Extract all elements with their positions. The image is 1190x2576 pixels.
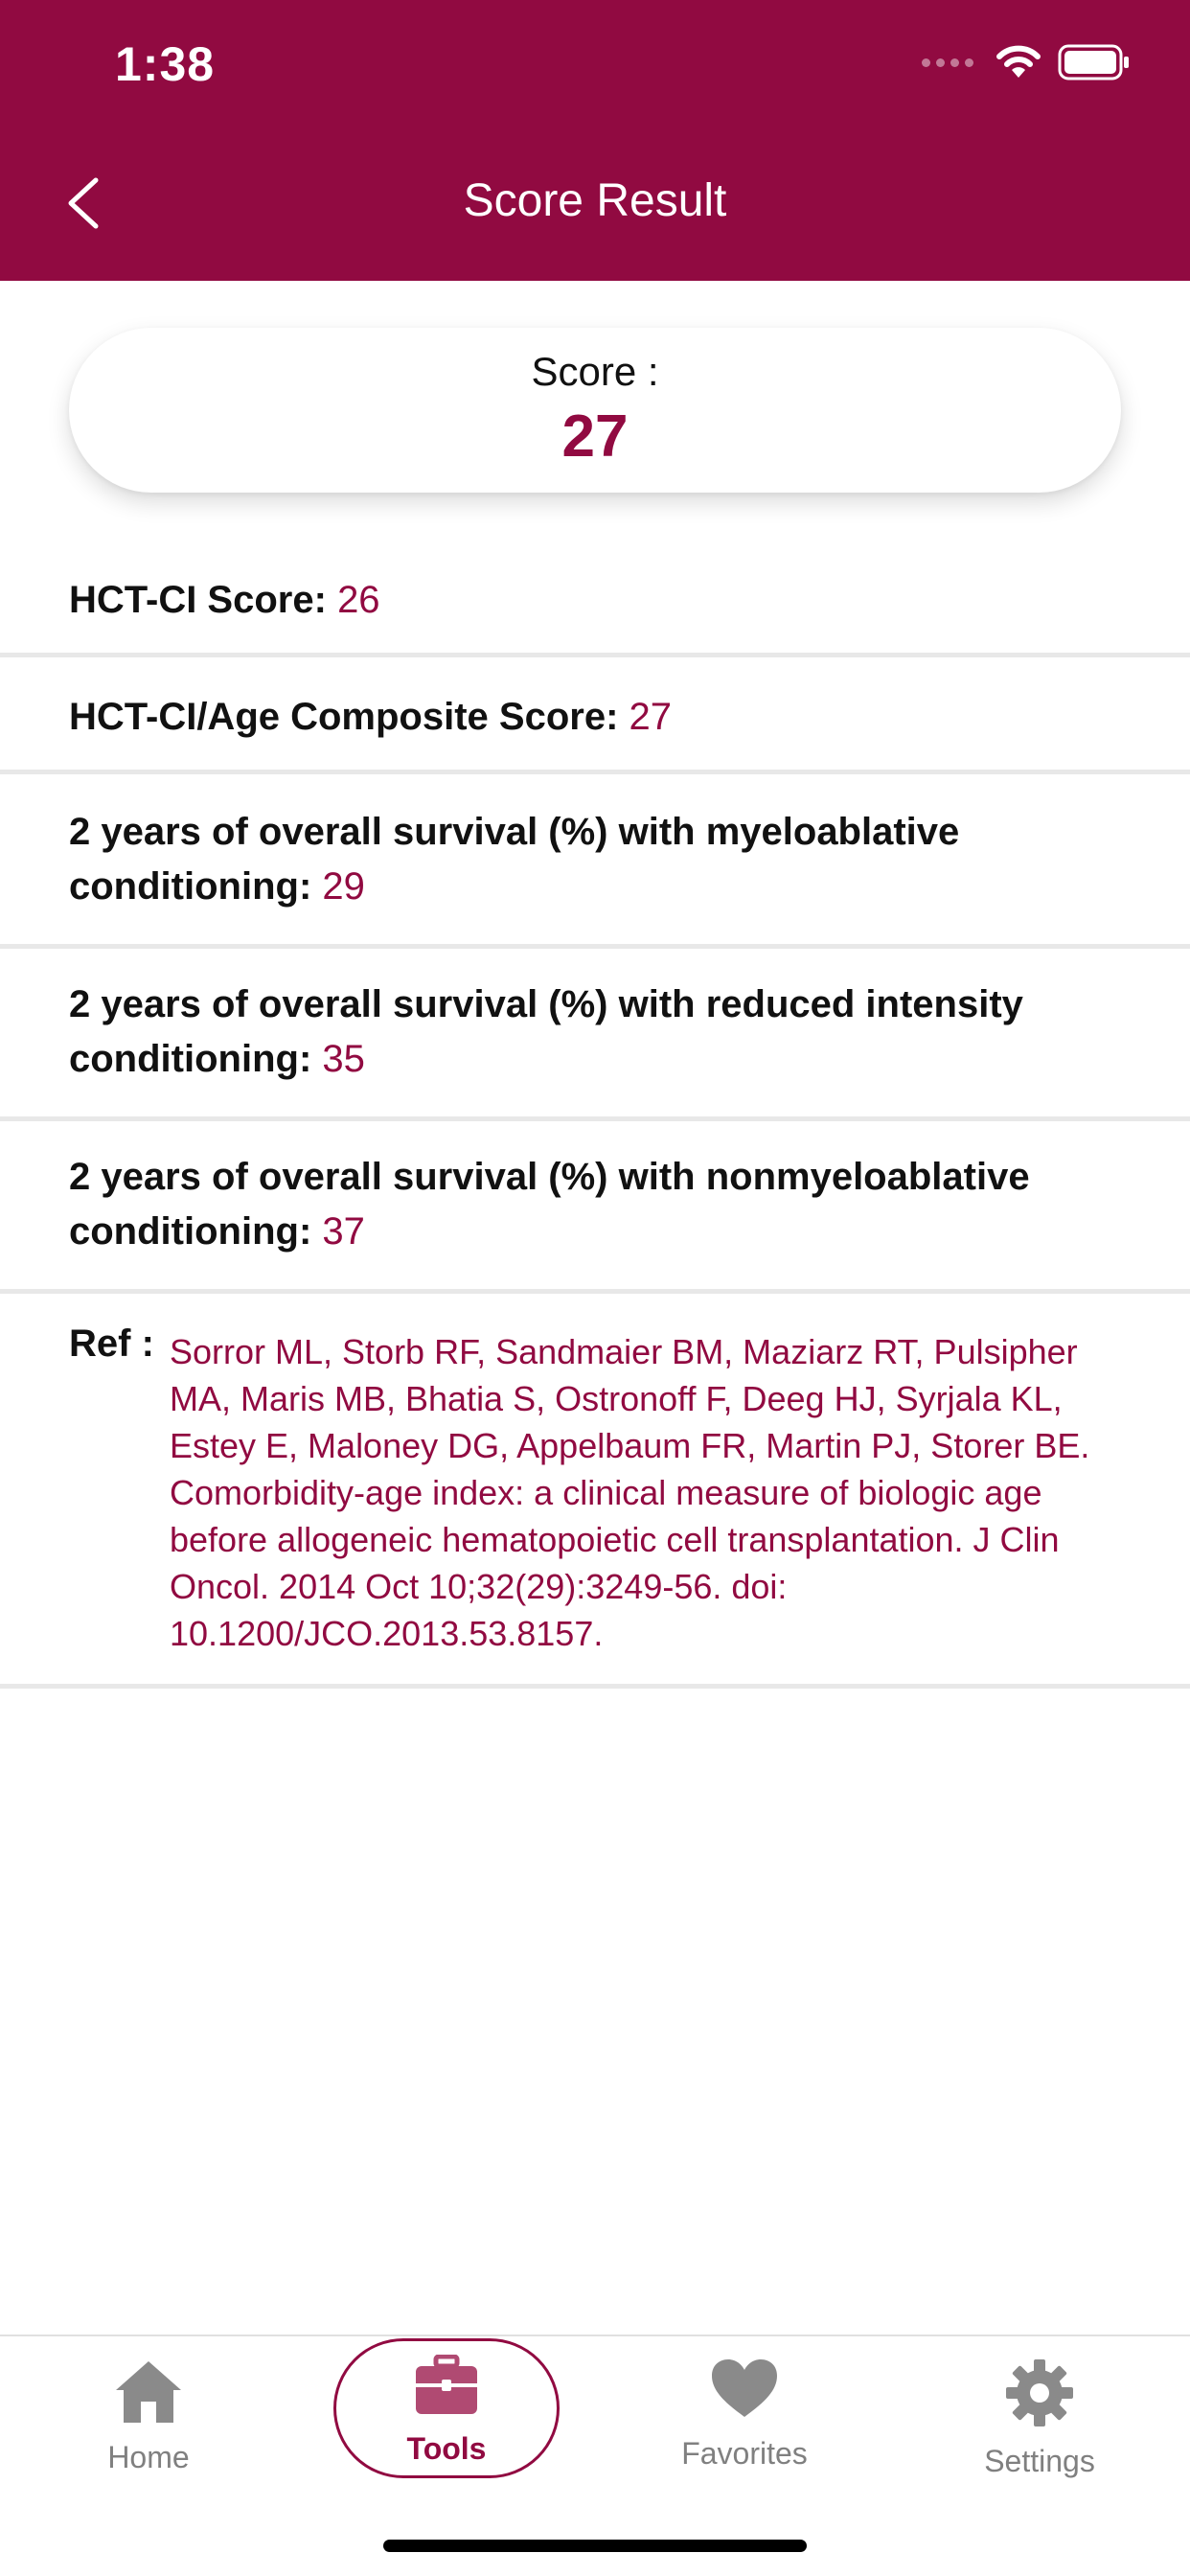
result-row-myeloablative (0, 774, 1190, 949)
status-icons (922, 44, 1131, 80)
result-value: 27 (629, 696, 673, 738)
result-label: HCT-CI/Age Composite Score: (69, 696, 619, 738)
result-row-age-composite (0, 657, 1190, 774)
reference-text: Sorror ML, Storb RF, Sandmaier BM, Maziarz RT, Pulsipher MA, Maris MB, Bhatia S, Ostronoff F, Deeg HJ, Syrjala KL, Estey E, Maloney DG, Appelbaum FR, Martin PJ, Storer BE. Comorbidity-age index: a clinical measure of biologic age before allogeneic hematopoietic cell transplantation. J Clin Oncol. 2014 Oct 10;32(29):3249-56. doi: 10.1200/JCO.2013.53.8157. (170, 1332, 1090, 1653)
reference-label: Ref : (69, 1322, 154, 1365)
score-value: 27 (561, 403, 629, 470)
battery-icon (1058, 44, 1131, 80)
result-label: 2 years of overall survival (%) with reduced intensity conditioning: (69, 983, 1023, 1080)
tab-label: Settings (984, 2444, 1095, 2478)
result-row-reduced-intensity (0, 949, 1190, 1121)
tab-favorites[interactable] (634, 2346, 855, 2490)
result-label: 2 years of overall survival (%) with myeloablative conditioning: (69, 811, 960, 908)
tab-home[interactable] (38, 2346, 259, 2490)
tab-label: Home (107, 2440, 190, 2474)
result-value: 37 (322, 1210, 365, 1253)
cellular-signal-icon (922, 58, 973, 67)
score-card (69, 328, 1121, 493)
status-time: 1:38 (115, 37, 216, 91)
page-title: Score Result (463, 175, 727, 226)
home-icon (112, 2358, 185, 2425)
app-header (0, 0, 1190, 281)
tab-label: Favorites (681, 2436, 808, 2471)
result-row-hctci (0, 537, 1190, 657)
result-label: 2 years of overall survival (%) with nonmyeloablative conditioning: (69, 1156, 1030, 1253)
result-label: HCT-CI Score: (69, 579, 327, 621)
result-value: 29 (322, 865, 365, 908)
home-indicator[interactable] (383, 2540, 807, 2552)
result-value: 35 (322, 1038, 365, 1080)
tab-settings[interactable] (929, 2346, 1150, 2490)
score-label: Score : (531, 349, 659, 394)
wifi-icon (996, 45, 1041, 80)
heart-icon (710, 2358, 779, 2419)
result-value: 26 (337, 579, 380, 621)
reference-section (0, 1294, 1190, 1689)
tab-label: Tools (406, 2431, 487, 2466)
toolbox-icon (413, 2355, 480, 2418)
gear-icon (1004, 2358, 1075, 2428)
result-row-nonmyeloablative (0, 1121, 1190, 1294)
tab-tools[interactable] (333, 2338, 560, 2478)
